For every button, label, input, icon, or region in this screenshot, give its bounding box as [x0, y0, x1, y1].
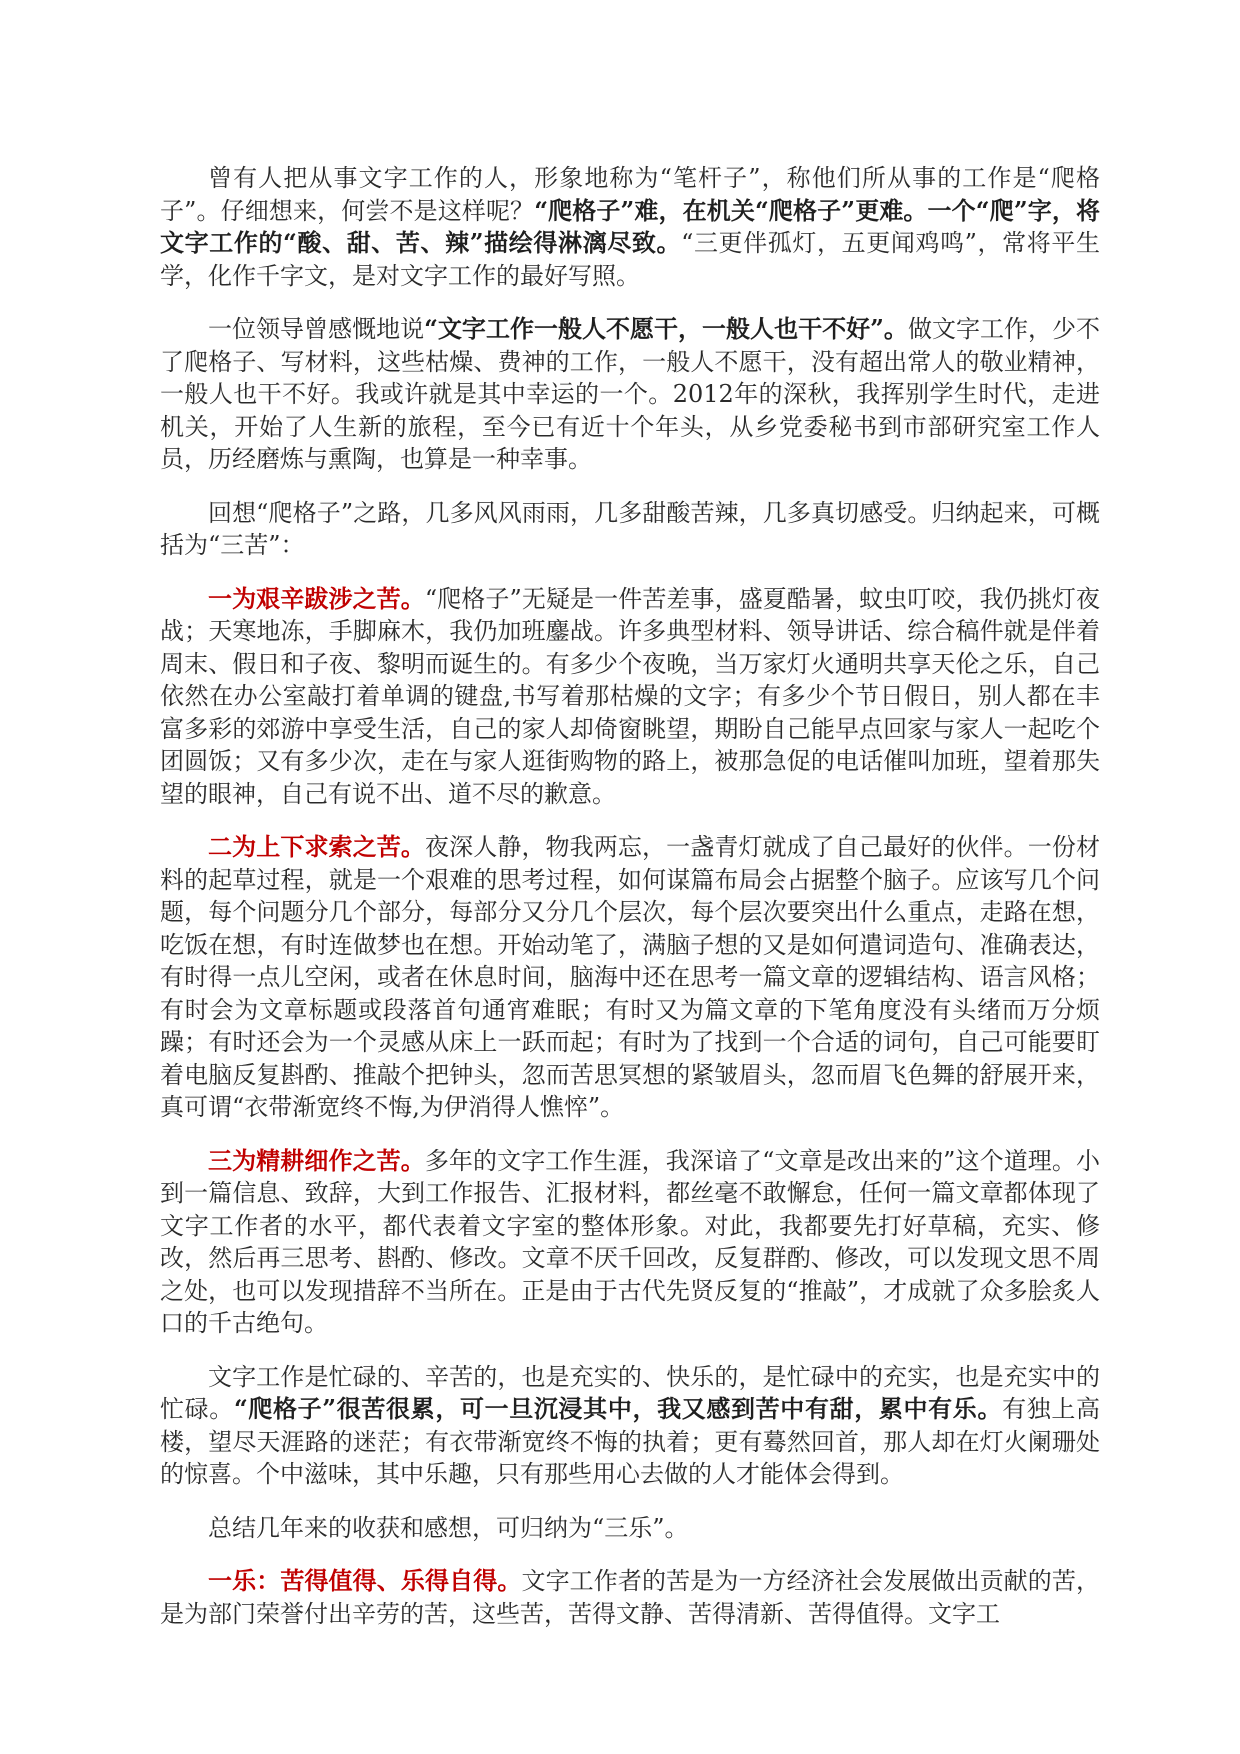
bold-emphasis: “爬格子”很苦很累，可一旦沉浸其中，我又感到苦中有甜，累中有乐。 [233, 1394, 1003, 1423]
paragraph-9 [160, 1565, 1100, 1630]
red-heading: 二为上下求索之苦。 [208, 832, 425, 861]
paragraph-text: “爬格子”无疑是一件苦差事，盛夏酷暑，蚊虫叮咬，我仍挑灯夜战；天寒地冻，手脚麻木，我仍加班鏖战。许多典型材料、领导讲话、综合稿件就是伴着周末、假日和子夜、黎明而诞生的。有多少个夜晚，当万家灯火通明共享天伦之乐，自己依然在办公室敲打着单调的键盘,书写着那枯燥的文字；有多少个节日假日，别人都在丰富多彩的郊游中享受生活，自己的家人却倚窗眺望，期盼自己能早点回家与家人一起吃个团圆饭；又有多少次，走在与家人逛街购物的路上，被那急促的电话催叫加班，望着那失望的眼神，自己有说不出、道不尽的歉意。 [160, 584, 1100, 808]
paragraph-text: 多年的文字工作生涯，我深谙了“文章是改出来的”这个道理。小到一篇信息、致辞，大到工作报告、汇报材料，都丝毫不敢懈怠，任何一篇文章都体现了文字工作者的水平，都代表着文字室的整体形象。对此，我都要先打好草稿，充实、修改，然后再三思考、斟酌、修改。文章不厌千回改，反复群酌、修改，可以发现文思不周之处，也可以发现措辞不当所在。正是由于古代先贤反复的“推敲”，才成就了众多脍炙人口的千古绝句。 [160, 1146, 1100, 1337]
bold-emphasis: “文字工作一般人不愿干，一般人也干不好”。 [424, 314, 908, 343]
red-heading: 一为艰辛跋涉之苦。 [208, 583, 425, 613]
paragraph-text: 有独上高楼，望尽天涯路的迷茫；有衣带渐宽终不悔的执着；更有蓦然回首，那人却在灯火阑珊处的惊喜。个中滋味，其中乐趣，只有那些用心去做的人才能体会得到。 [160, 1395, 1101, 1488]
paragraph-text: “三更伴孤灯，五更闻鸡鸣”，常将平生学，化作千字文，是对文字工作的最好写照。 [160, 229, 1100, 290]
paragraph-text: 曾有人把从事文字工作的人，形象地称为“笔杆子”，称他们所从事的工作是“爬格子”。仔细想来，何尝不是这样呢？ [160, 164, 1100, 225]
bold-emphasis: “爬格子”难，在机关“爬格子”更难。一个“爬”字，将文字工作的“酸、甜、苦、辣”描绘得淋漓尽致。 [160, 195, 1100, 257]
paragraph-1 [160, 162, 1100, 292]
paragraph-text: 做文字工作，少不了爬格子、写材料，这些枯燥、费神的工作，一般人不愿干，没有超出常人的敬业精神，一般人也干不好。我或许就是其中幸运的一个。2012年的深秋，我挥别学生时代，走进机关，开始了人生新的旅程，至今已有近十个年头，从乡党委秘书到市部研究室工作人员，历经磨炼与熏陶，也算是一种幸事。 [160, 315, 1101, 473]
paragraph-7 [160, 1361, 1100, 1491]
paragraph-5 [160, 831, 1100, 1124]
paragraph-text: 回想“爬格子”之路，几多风风雨雨，几多甜酸苦辣，几多真切感受。归纳起来，可概括为“三苦”： [160, 498, 1100, 559]
document-body [160, 162, 1100, 1651]
paragraph-8 [160, 1512, 1100, 1545]
paragraph-2 [160, 313, 1100, 476]
paragraph-text: 一位领导曾感慨地说 [208, 315, 425, 343]
paragraph-6 [160, 1145, 1100, 1340]
paragraph-text: 文字工作者的苦是为一方经济社会发展做出贡献的苦，是为部门荣誉付出辛劳的苦，这些苦，苦得文静、苦得清新、苦得值得。文字工 [160, 1567, 1101, 1628]
red-heading: 三为精耕细作之苦。 [208, 1145, 425, 1175]
red-heading: 一乐：苦得值得、乐得自得。 [208, 1566, 522, 1595]
paragraph-text: 文字工作是忙碌的、辛苦的，也是充实的、快乐的，是忙碌中的充实，也是充实中的忙碌。 [160, 1362, 1100, 1423]
paragraph-4 [160, 583, 1100, 811]
paragraph-text: 总结几年来的收获和感想，可归纳为“三乐”。 [208, 1513, 689, 1542]
paragraph-text: 夜深人静，物我两忘，一盏青灯就成了自己最好的伙伴。一份材料的起草过程，就是一个艰难的思考过程，如何谋篇布局会占据整个脑子。应该写几个问题，每个问题分几个部分，每部分又分几个层次，每个层次要突出什么重点，走路在想，吃饭在想，有时连做梦也在想。开始动笔了，满脑子想的又是如何遣词造句、准确表达，有时得一点儿空闲，或者在休息时间，脑海中还在思考一篇文章的逻辑结构、语言风格；有时会为文章标题或段落首句通宵难眠；有时又为篇文章的下笔角度没有头绪而万分烦躁；有时还会为一个灵感从床上一跃而起；有时为了找到一个合适的词句，自己可能要盯着电脑反复斟酌、推敲个把钟头，忽而苦思冥想的紧皱眉头，忽而眉飞色舞的舒展开来，真可谓“衣带渐宽终不悔,为伊消得人憔悴”。 [160, 833, 1100, 1121]
paragraph-3 [160, 497, 1100, 562]
